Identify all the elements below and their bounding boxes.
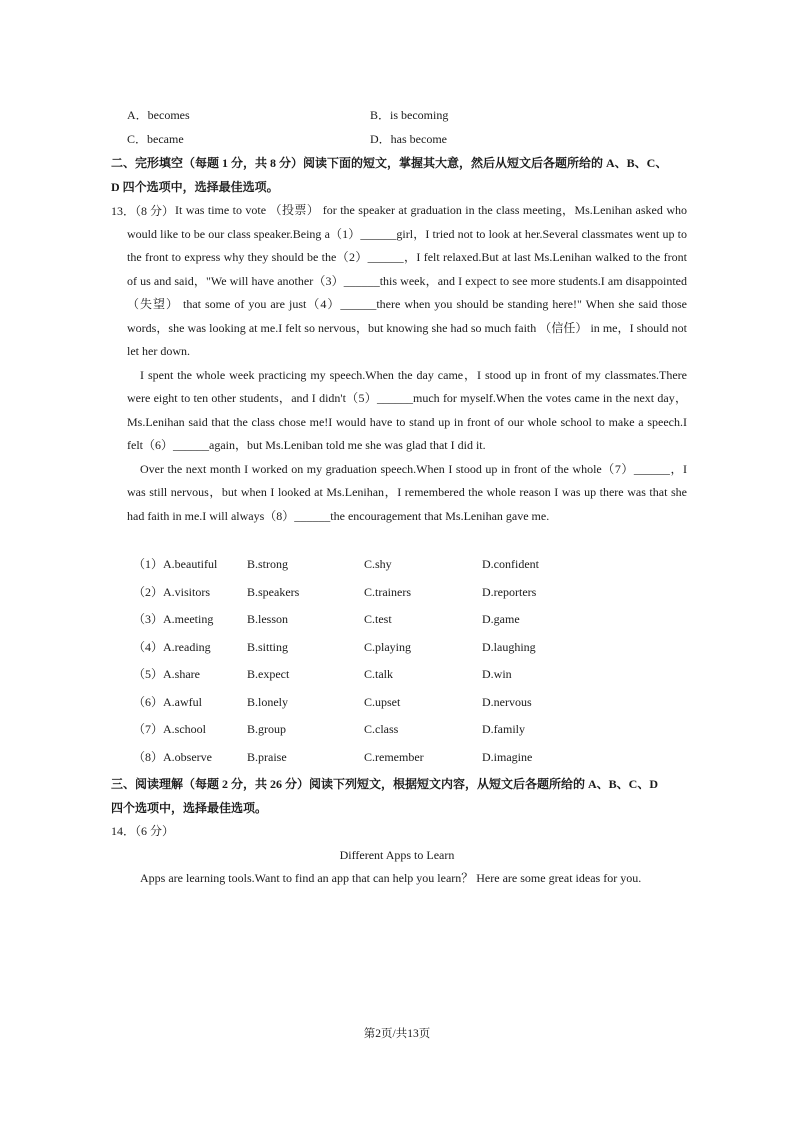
page-footer: 第2页/共13页 [363, 1028, 431, 1040]
option-b: B.sitting [247, 640, 289, 654]
q13-options-row [133, 694, 593, 710]
option-c: C.trainers [364, 585, 411, 599]
option-a: （7）A.school [133, 722, 206, 736]
section3-heading-line1: 三、阅读理解（每题 2 分，共 26 分）阅读下列短文，根据短文内容，从短文后各题所给的 A、B、C、D [111, 777, 659, 791]
q13-options-row [133, 556, 593, 572]
option-c: C.talk [364, 667, 393, 681]
option-d: D.reporters [482, 585, 537, 599]
option-c: C.upset [364, 695, 401, 709]
option-b: B．is becoming [370, 108, 449, 122]
q13-number: 13．（8 分） [111, 204, 175, 218]
option-a: A．becomes [127, 108, 190, 122]
option-b: B.expect [247, 667, 290, 681]
option-a: （2）A.visitors [133, 585, 211, 599]
section2-heading-line2: D 四个选项中，选择最佳选项。 [111, 180, 279, 194]
option-c: C.shy [364, 557, 392, 571]
option-d: D．has become [370, 132, 447, 146]
option-a: （3）A.meeting [133, 612, 214, 626]
q13-options-row [133, 639, 593, 655]
q13-passage [127, 199, 687, 528]
option-c: C.playing [364, 640, 411, 654]
option-a: （8）A.observe [133, 750, 212, 764]
option-d: D.family [482, 722, 525, 736]
q13-paragraph-3: Over the next month I worked on my graduation speech.When I stood up in front of the whole（7）______，I was still nervous，but when I looked at Ms.Lenihan，I remembered the whole reason I was up there was that she had faith in me.I will always（8）______the encouragement that Ms.Lenihan gave me. [127, 461, 687, 523]
section3-heading-line2: 四个选项中，选择最佳选项。 [111, 801, 268, 815]
q13-options-row [133, 749, 593, 765]
option-a: （1）A.beautiful [133, 557, 218, 571]
q13-options-row [133, 584, 593, 600]
option-d: D.imagine [482, 750, 533, 764]
q13-options-row [133, 611, 593, 627]
option-a: （4）A.reading [133, 640, 211, 654]
option-d: D.game [482, 612, 520, 626]
option-c: C.remember [364, 750, 424, 764]
option-b: B.group [247, 722, 286, 736]
option-c: C．became [127, 132, 184, 146]
option-a: （6）A.awful [133, 695, 202, 709]
q14-intro: Apps are learning tools.Want to find an app that can help you learn？ Here are some great ideas for you. [140, 871, 642, 885]
option-a: （5）A.share [133, 667, 200, 681]
option-b: B.strong [247, 557, 289, 571]
option-d: D.laughing [482, 640, 536, 654]
q13-options-row [133, 721, 593, 737]
q14-number: 14．（6 分） [111, 824, 175, 838]
q13-paragraph-2: I spent the whole week practicing my speech.When the day came，I stood up in front of my classmates.There were eight to ten other students，and I didn't（5）______much for myself.When the votes came in the next day，Ms.Lenihan said that the class chose me!I would have to stand up in front of our whole school to make a speech.I felt（6）______again，but Ms.Leniban told me she was glad that I did it. [127, 367, 687, 452]
option-b: B.lesson [247, 612, 289, 626]
q13-options-row [133, 666, 593, 682]
option-c: C.class [364, 722, 399, 736]
option-b: B.speakers [247, 585, 300, 599]
option-d: D.nervous [482, 695, 532, 709]
q13-paragraph-1: It was time to vote （投票） for the speaker at graduation in the class meeting，Ms.Lenihan asked who would like to be our class speaker.Being a（1）______girl，I tried not to look at her.Several classmates went up to the front to express why they should be the（2）______，I felt relaxed.But at last Ms.Lenihan walked to the front of us and said，"We will have another（3）______this week，and I expect to see more students.I am disappointed （失望） that some of you are just（4）______there when you should be standing here!" When she said those words，she was looking at me.I felt so nervous，but knowing she had so much faith （信任） in me，I should not let her down. [127, 203, 687, 358]
option-c: C.test [364, 612, 392, 626]
option-d: D.confident [482, 557, 539, 571]
option-d: D.win [482, 667, 512, 681]
option-b: B.lonely [247, 695, 288, 709]
section2-heading-line1: 二、完形填空（每题 1 分，共 8 分）阅读下面的短文，掌握其大意，然后从短文后各题所给的 A、B、C、 [111, 156, 668, 170]
option-b: B.praise [247, 750, 287, 764]
q14-title: Different Apps to Learn [339, 848, 455, 862]
